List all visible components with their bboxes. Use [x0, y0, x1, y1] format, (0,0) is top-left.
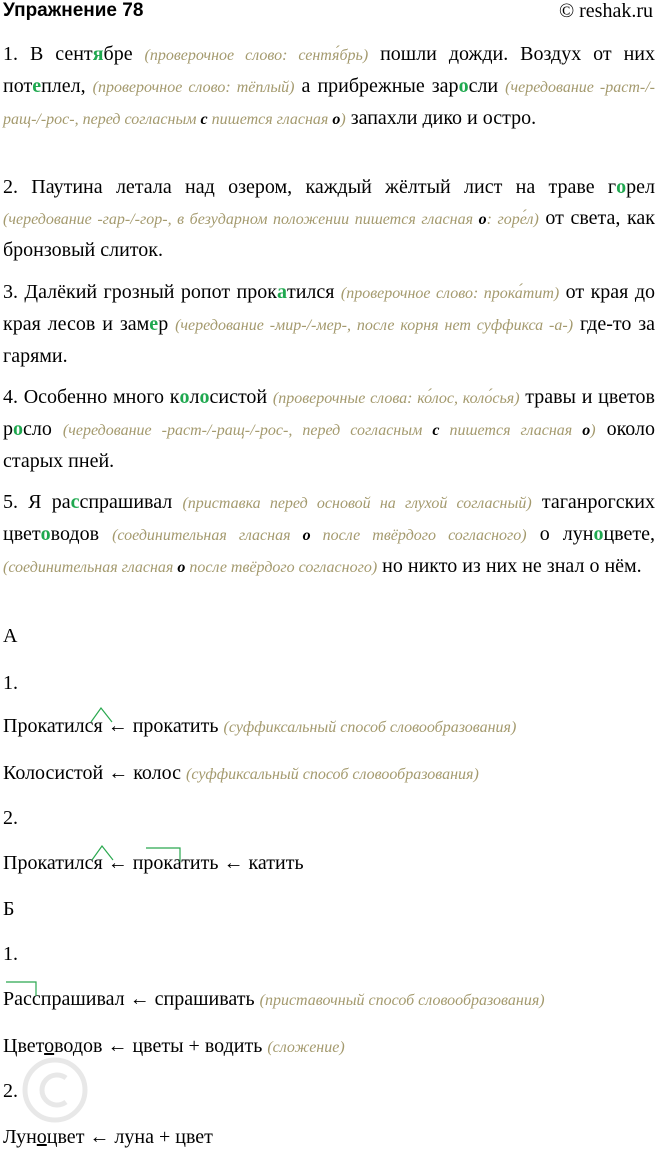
watermark-logo: [0, 940, 220, 1149]
section-a-line-1: Прокатился ← прокатить (суффиксальный способ словообразования): [3, 715, 517, 737]
section-a-line-2: Колосистой ← колос (суффиксальный способ словообразования): [3, 762, 479, 784]
section-b-line-2: Цветоводов ← цветы + водить (сложение): [3, 1035, 345, 1057]
header: [3, 0, 653, 26]
section-a-label: А: [3, 625, 18, 647]
paragraph-3: 3. Далёкий грозный ропот прокатился (проверочное слово: прока́тит) от края до края лесов и замер (чередование -мир-/-мер-, после корня нет суффикса -а-) где-то за гарями.: [3, 281, 656, 367]
section-b-number-2: 2.: [3, 1080, 18, 1102]
paragraph-2: 2. Паутина летала над озером, каждый жёлтый лист на траве горел (чередование -гар-/-гор-, в безударном положении пишется гласная о: горе́л) от света, как бронзовый слиток.: [3, 176, 655, 261]
paragraph-4: 4. Особенно много колосистой (проверочные слова: ко́лос, коло́сья) травы и цветов росло (чередование -раст-/-ращ-/-рос-, перед согласным с пишется гласная о) около старых пней.: [3, 386, 656, 472]
section-b-line-3: Луноцвет ← луна + цвет: [3, 1126, 213, 1148]
exercise-title: Упражнение 78: [3, 0, 144, 21]
section-a-number-2: 2.: [3, 807, 18, 829]
section-b-line-1: Расспрашивал ← спрашивать (приставочный способ словообразования): [3, 988, 545, 1010]
site-credit: © reshak.ru: [558, 0, 653, 22]
section-a-line-3: Прокатился ← прокатить ← катить: [3, 852, 304, 874]
paragraph-1: 1. В сентябре (проверочное слово: сентя́брь) пошли дожди. Воздух от них потеплел, (проверочное слово: тёплый) а прибрежные заросли (чередование -раст-/-ращ-/-рос-, перед согласным с пишется гласная о) запахли дико и остро.: [3, 43, 656, 129]
section-b-label: Б: [3, 898, 15, 920]
paragraph-5: 5. Я расспрашивал (приставка перед основой на глухой согласный) таганрогских цветоводов (соединительная гласная о после твёрдого согласного) о луноцвете, (соединительная гласная о после твёрдого согласного) но никто из них не знал о нём.: [3, 491, 655, 577]
section-a-number-1: 1.: [3, 672, 18, 694]
section-b-number-1: 1.: [3, 943, 18, 965]
